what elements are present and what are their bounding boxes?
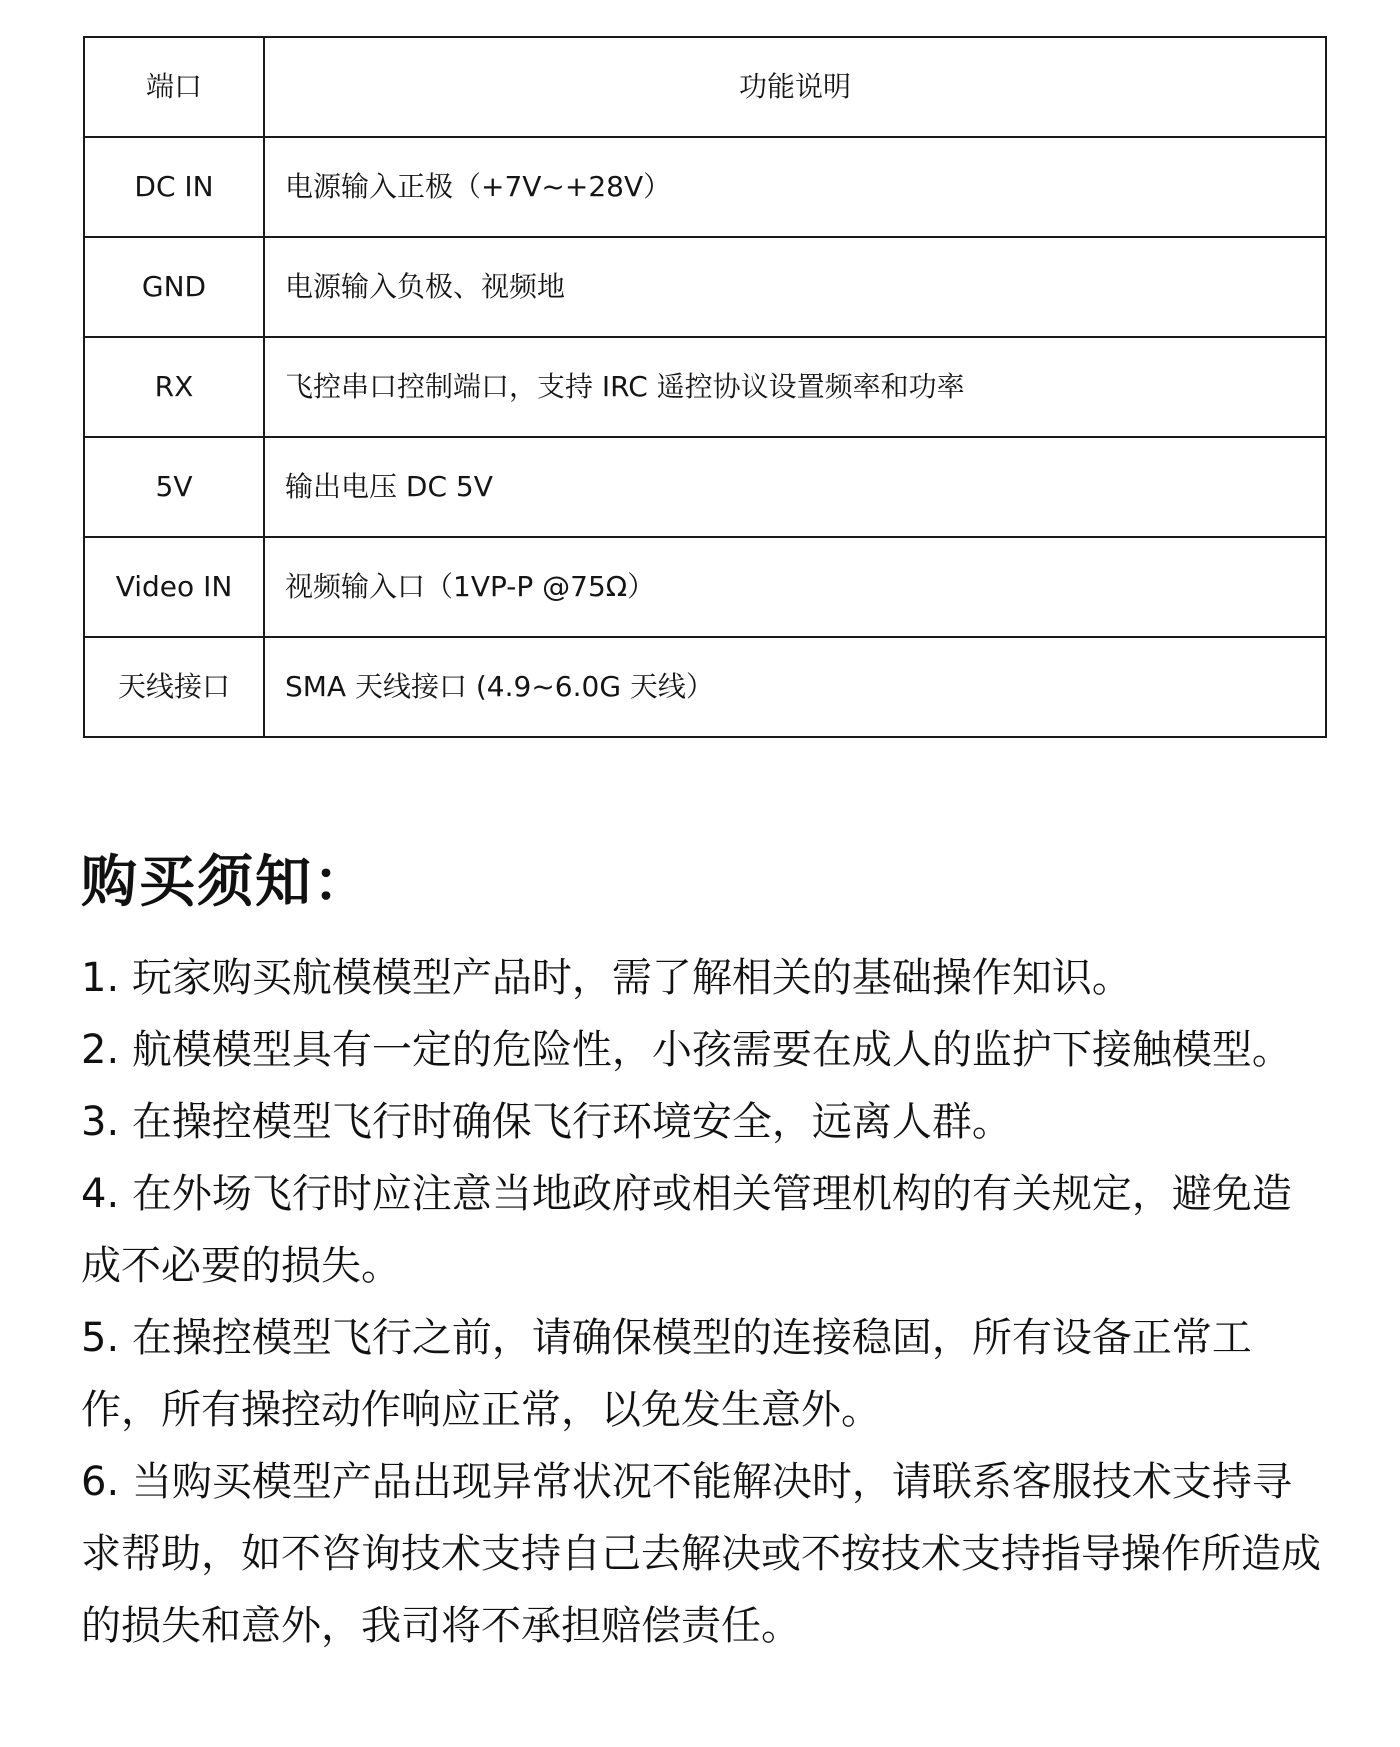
port-description-cell: 电源输入负极、视频地 bbox=[264, 237, 1326, 337]
port-description-cell: 视频输入口（1VP-P @75Ω） bbox=[264, 537, 1326, 637]
table-row bbox=[84, 337, 1326, 437]
port-name-cell: DC IN bbox=[84, 137, 264, 237]
description-column-header: 功能说明 bbox=[264, 37, 1326, 137]
port-name-cell: 天线接口 bbox=[84, 637, 264, 737]
purchase-notes-title: 购买须知： bbox=[81, 850, 371, 915]
purchase-note-item: 5. 在操控模型飞行之前，请确保模型的连接稳固，所有设备正常工作，所有操控动作响应正常，以免发生意外。 bbox=[81, 1315, 1252, 1433]
port-name-cell: Video IN bbox=[84, 537, 264, 637]
port-function-table bbox=[83, 36, 1327, 738]
port-name-cell: GND bbox=[84, 237, 264, 337]
purchase-notes-list bbox=[81, 942, 1331, 1662]
port-description-cell: SMA 天线接口 (4.9~6.0G 天线） bbox=[264, 637, 1326, 737]
port-name-cell: 5V bbox=[84, 437, 264, 537]
table-row bbox=[84, 137, 1326, 237]
table-row bbox=[84, 537, 1326, 637]
table-row bbox=[84, 637, 1326, 737]
port-name-cell: RX bbox=[84, 337, 264, 437]
port-description-cell: 飞控串口控制端口，支持 IRC 遥控协议设置频率和功率 bbox=[264, 337, 1326, 437]
table-header-row bbox=[84, 37, 1326, 137]
purchase-note-item: 1. 玩家购买航模模型产品时，需了解相关的基础操作知识。 bbox=[81, 955, 1132, 1001]
purchase-note-item: 4. 在外场飞行时应注意当地政府或相关管理机构的有关规定，避免造成不必要的损失。 bbox=[81, 1171, 1292, 1289]
port-column-header: 端口 bbox=[84, 37, 264, 137]
table-row bbox=[84, 437, 1326, 537]
port-description-cell: 输出电压 DC 5V bbox=[264, 437, 1326, 537]
purchase-note-item: 2. 航模模型具有一定的危险性，小孩需要在成人的监护下接触模型。 bbox=[81, 1027, 1292, 1073]
table-row bbox=[84, 237, 1326, 337]
purchase-note-item: 3. 在操控模型飞行时确保飞行环境安全，远离人群。 bbox=[81, 1099, 1012, 1145]
port-description-cell: 电源输入正极（+7V~+28V） bbox=[264, 137, 1326, 237]
purchase-note-item: 6. 当购买模型产品出现异常状况不能解决时，请联系客服技术支持寻求帮助，如不咨询技术支持自己去解决或不按技术支持指导操作所造成的损失和意外，我司将不承担赔偿责任。 bbox=[81, 1459, 1321, 1649]
